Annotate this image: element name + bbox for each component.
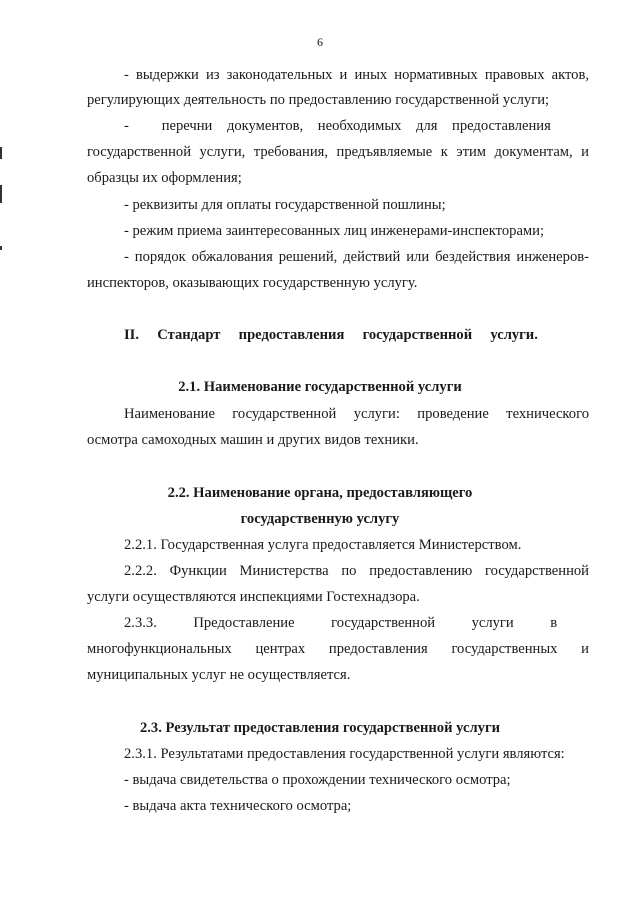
subsection-heading: 2.2. Наименование органа, предоставляющего: [167, 485, 473, 501]
text-line: - выдача акта технического осмотра;: [124, 798, 352, 814]
subsection-heading: государственную услугу: [240, 511, 400, 527]
text-line: - выдержки из законодательных и иных нормативных правовых актов,: [124, 67, 589, 83]
text-line: регулирующих деятельность по предоставлению государственной услуги;: [87, 92, 550, 108]
page-number: 6: [317, 35, 323, 49]
subsection-heading: 2.1. Наименование государственной услуги: [178, 379, 462, 395]
text-line: осмотра самоходных машин и других видов техники.: [87, 432, 419, 448]
scan-edge-mark: [0, 185, 2, 203]
text-line: инспекторов, оказывающих государственную услугу.: [87, 275, 418, 291]
text-line: - порядок обжалования решений, действий или бездействия инженеров-: [124, 249, 589, 265]
text-line: Наименование государственной услуги: проведение технического: [124, 406, 589, 422]
text-line: 2.3.3. Предоставление государственной услуги в: [124, 615, 558, 631]
text-line: 2.3.1. Результатами предоставления государственной услуги являются:: [124, 746, 565, 762]
text-line: 2.2.1. Государственная услуга предоставляется Министерством.: [124, 537, 522, 553]
text-line: - выдача свидетельства о прохождении технического осмотра;: [124, 772, 511, 788]
section-heading: II. Стандарт предоставления государственной услуги.: [124, 327, 538, 343]
scan-edge-mark: [0, 147, 2, 159]
text-line: государственной услуги, требования, предъявляемые к этим документам, и: [87, 144, 589, 160]
text-line: 2.2.2. Функции Министерства по предоставлению государственной: [124, 563, 589, 579]
subsection-heading: 2.3. Результат предоставления государственной услуги: [139, 720, 501, 736]
text-line: услуги осуществляются инспекциями Гостехнадзора.: [87, 589, 420, 605]
text-line: многофункциональных центрах предоставления государственных и: [87, 641, 589, 657]
text-line: муниципальных услуг не осуществляется.: [87, 667, 351, 683]
text-line: - реквизиты для оплаты государственной пошлины;: [124, 197, 446, 213]
text-line: образцы их оформления;: [87, 170, 242, 186]
text-line: - перечни документов, необходимых для предоставления: [124, 118, 551, 134]
scan-edge-mark: [0, 246, 2, 250]
text-line: - режим приема заинтересованных лиц инженерами-инспекторами;: [124, 223, 545, 239]
